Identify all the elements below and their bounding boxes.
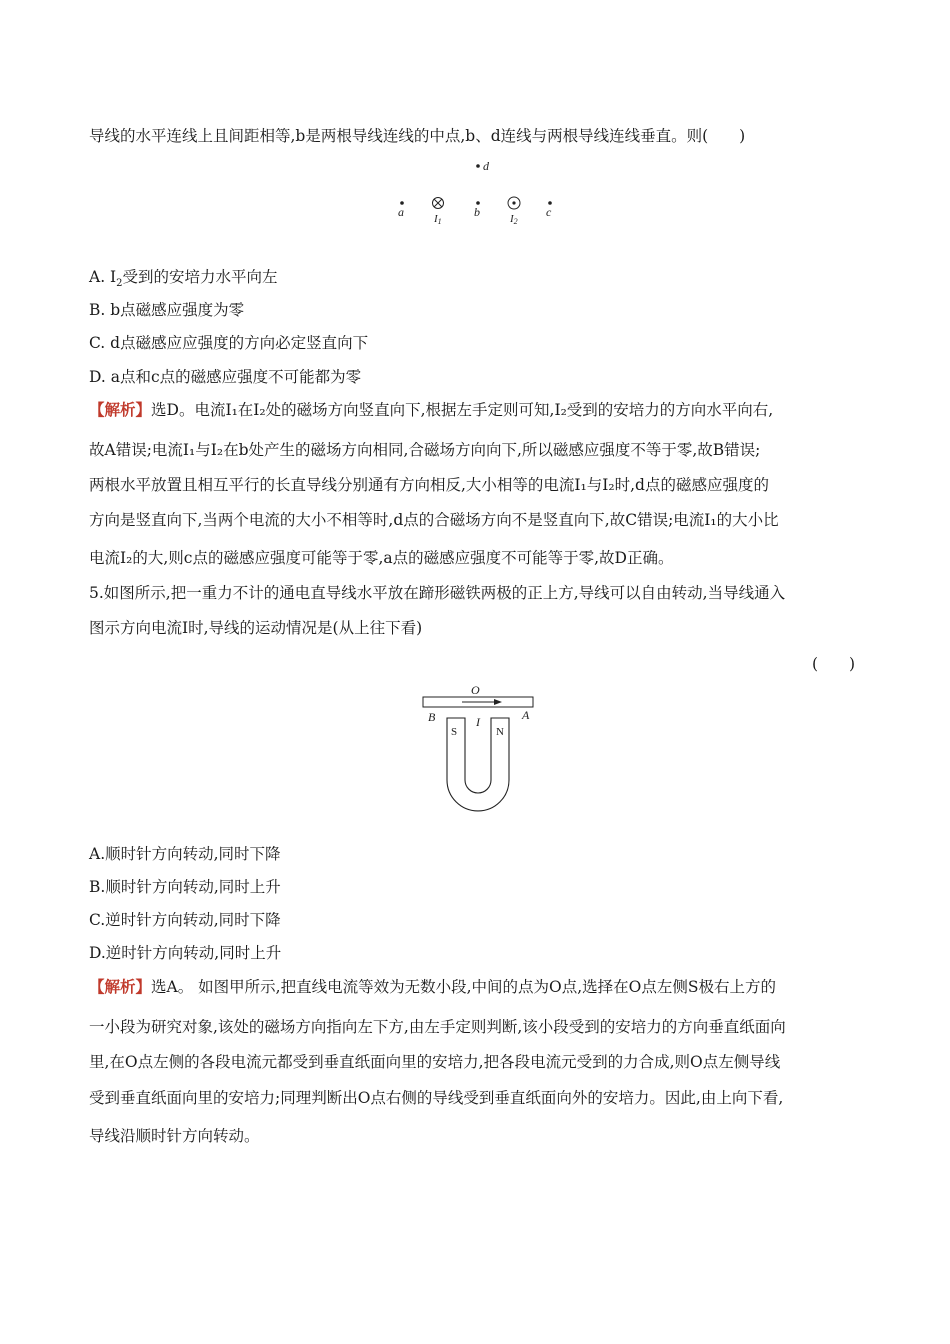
point-d-dot [476, 164, 480, 168]
q5-stem-line-2: 图示方向电流I时,导线的运动情况是(从上往下看) [89, 619, 423, 637]
q5-option-a: A.顺时针方向转动,同时下降 [89, 845, 281, 863]
label-a: a [398, 205, 404, 219]
label-s-pole: S [451, 726, 458, 738]
q4-option-b: B. b点磁感应强度为零 [89, 301, 245, 319]
q4-analysis-line-1: 【解析】选D。电流I₁在I₂处的磁场方向竖直向下,根据左手定则可知,I₂受到的安培力的方向水平向右, [89, 400, 774, 419]
current-out-of-page-icon [508, 197, 520, 209]
label-i1: I1 [434, 213, 442, 226]
q5-stem-line-1: 5.如图所示,把一重力不计的通电直导线水平放在蹄形磁铁两极的正上方,导线可以自由转动,当导线通入 [89, 584, 786, 602]
label-b: b [474, 205, 480, 219]
q4-analysis-line-4: 方向是竖直向下,当两个电流的大小不相等时,d点的合磁场方向不是竖直向下,故C错误;电流I₁的大小比 [89, 511, 779, 529]
label-c: c [546, 205, 552, 219]
q5-option-d: D.逆时针方向转动,同时上升 [89, 944, 282, 962]
q5-analysis-line-5: 导线沿顺时针方向转动。 [89, 1127, 260, 1145]
current-into-page-icon [433, 198, 444, 209]
label-o: O [471, 683, 480, 697]
q4-stem: 导线的水平连线上且间距相等,b是两根导线连线的中点,b、d连线与两根导线连线垂直。则( ) [89, 127, 746, 145]
label-d: d [483, 159, 489, 173]
label-i: I [476, 715, 480, 729]
q5-answer-paren: ( ) [812, 655, 856, 673]
point-a-dot [400, 201, 404, 205]
label-a-end: A [522, 708, 530, 722]
q5-analysis-line-1: 【解析】选A。 如图甲所示,把直线电流等效为无数小段,中间的点为O点,选择在O点左侧S极右上方的 [89, 977, 776, 996]
horseshoe-magnet [447, 718, 509, 811]
label-n-pole: N [496, 726, 504, 738]
q4-analysis-line-3: 两根水平放置且相互平行的长直导线分别通有方向相反,大小相等的电流I₁与I₂时,d点的磁感应强度的 [89, 476, 769, 494]
q5-option-b: B.顺时针方向转动,同时上升 [89, 878, 281, 896]
point-b-dot [476, 201, 480, 205]
q4-option-a: A. $I_2$受到的安培力水平向左 [89, 268, 278, 290]
q4-option-d: D. a点和c点的磁感应强度不可能都为零 [89, 368, 362, 386]
q5-analysis-line-3: 里,在O点左侧的各段电流元都受到垂直纸面向里的安培力,把各段电流元受到的力合成,则O点左侧导线 [89, 1053, 781, 1071]
point-c-dot [548, 201, 552, 205]
q5-analysis-line-4: 受到垂直纸面向里的安培力;同理判断出O点右侧的导线受到垂直纸面向外的安培力。因此,由上向下看, [89, 1089, 784, 1107]
wire-bar [423, 697, 533, 707]
q5-analysis-line-2: 一小段为研究对象,该处的磁场方向指向左下方,由左手定则判断,该小段受到的安培力的方向垂直纸面向 [89, 1018, 786, 1036]
q4-analysis-line-5: 电流I₂的大,则c点的磁感应强度可能等于零,a点的磁感应强度不可能等于零,故D正确。 [89, 549, 674, 567]
analysis-tag: 【解析】 [89, 977, 152, 996]
label-b-end: B [428, 710, 436, 724]
label-i2: I2 [510, 213, 518, 226]
q5-option-c: C.逆时针方向转动,同时下降 [89, 911, 281, 929]
q4-analysis-line-2: 故A错误;电流I₁与I₂在b处产生的磁场方向相同,合磁场方向向下,所以磁感应强度不等于零,故B错误; [89, 441, 761, 459]
q4-option-c: C. d点磁感应应强度的方向必定竖直向下 [89, 334, 369, 352]
current-arrowhead-icon [494, 699, 502, 705]
analysis-tag: 【解析】 [89, 400, 152, 419]
